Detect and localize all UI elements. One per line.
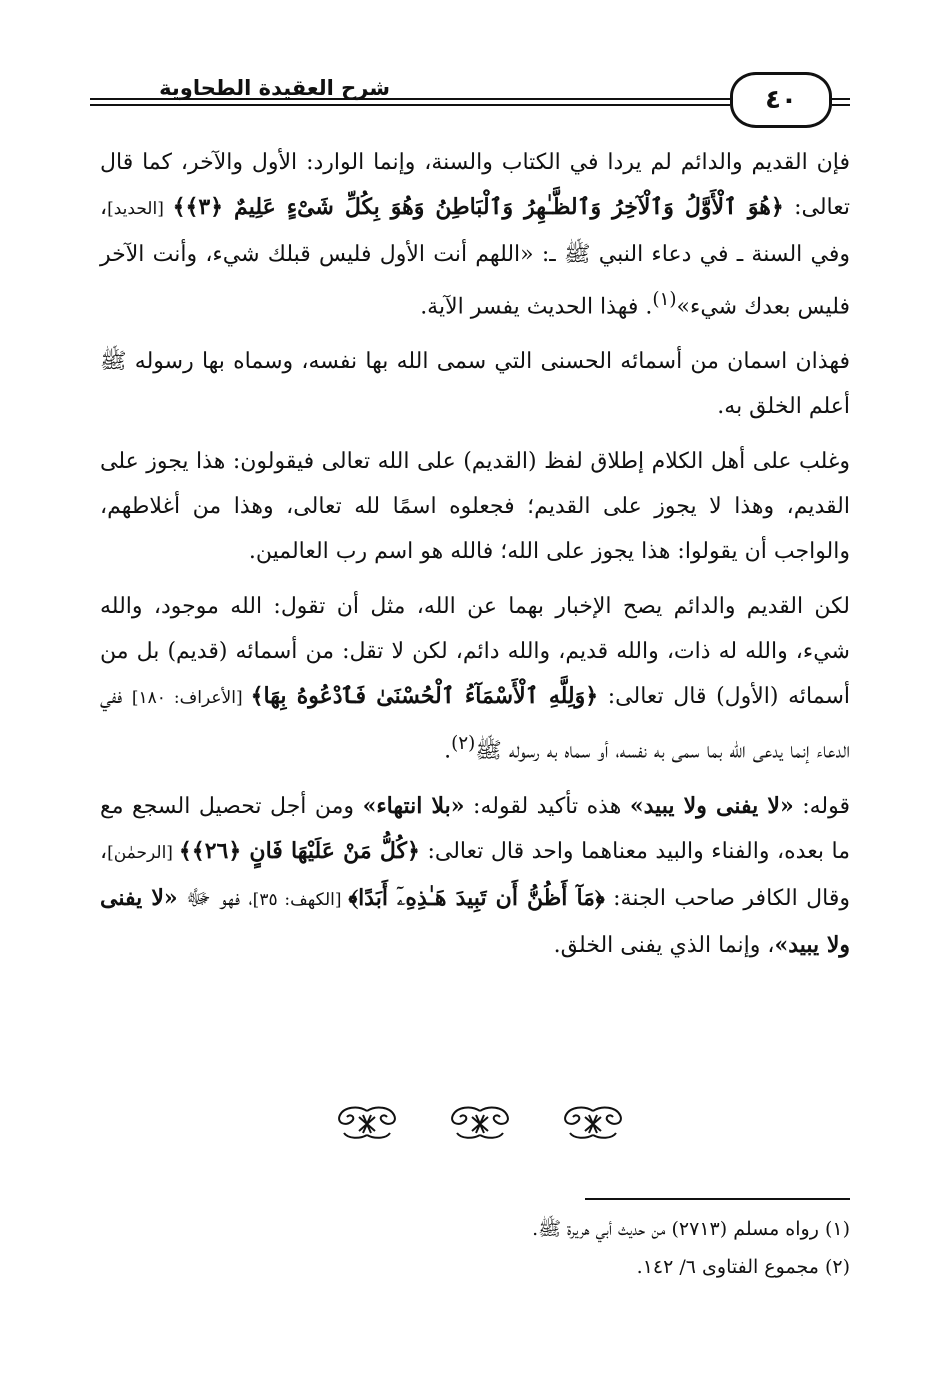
footnote-1 [100, 1210, 850, 1248]
quran-verse: ﴿مَآ أَظُنُّ أَن تَبِيدَ هَـٰذِهِۦٓ أَبَدًا﴾ [348, 884, 605, 911]
header-rule-right-top [832, 98, 850, 100]
verse-reference: [الحديد] [107, 199, 173, 219]
floral-ornament-icon [330, 1103, 404, 1143]
text: فإن القديم والدائم لم يردا في الكتاب والسنة، وإنما الوارد: الأول والآخر، كما قال تعالى: [100, 150, 850, 220]
floral-ornament-icon [443, 1103, 517, 1143]
footnote-2 [100, 1248, 850, 1286]
footnote-number: (١) [824, 1218, 850, 1240]
quoted-phrase: «بلا انتهاء» [362, 792, 465, 819]
page-number: ٤٠ [730, 72, 832, 128]
verse-reference: [الكهف: ٣٥] [252, 889, 349, 910]
quran-verse: ﴿هُوَ ٱلْأَوَّلُ وَٱلْآخِرُ وَٱلظَّـٰهِرُ وَٱلْبَاطِنُ وَهُوَ بِكُلِّ شَىْءٍ عَلِيمٌ ﴿٣﴾﴾ [172, 194, 784, 220]
verse-reference: [الأعراف: ١٨٠] [131, 688, 251, 709]
footnote-text: رواه مسلم (٢٧١٣) من حديث أبي هريرة ﷺ. [532, 1218, 825, 1240]
text: ، وإنما الذي يفنى الخلق. [553, 932, 775, 958]
main-text [100, 140, 850, 978]
paragraph-1 [100, 140, 850, 329]
header-rule-left-bottom [90, 104, 730, 106]
text: ، وقال الكافر صاحب الجنة: [100, 838, 850, 911]
quoted-phrase: «لا يفنى ولا يبيد» [629, 792, 794, 819]
verse-reference: [الرحمٰن] [107, 842, 179, 863]
paragraph-2 [100, 339, 850, 429]
paragraph-5 [100, 784, 850, 968]
text: ومن أجل تحصيل السجع مع ما بعده، والفناء والبيد معناهما واحد قال تعالى: [100, 793, 850, 864]
footnote-separator [585, 1198, 850, 1200]
header-rule-right-bottom [832, 104, 850, 106]
footnote-number: (٢) [824, 1256, 850, 1278]
text: فهذان اسمان من أسمائه الحسنى التي سمى الله بها نفسه، وسماه بها رسوله ﷺ أعلم الخلق به. [100, 349, 850, 420]
text: قوله: [793, 793, 850, 819]
running-title: شرح العقيدة الطحاوية [159, 76, 390, 100]
text: هذه تأكيد لقوله: [464, 793, 630, 819]
footnote-marker: (١) [652, 289, 677, 310]
quoted-phrase: «لا يفنى ولا يبيد» [100, 884, 850, 958]
section-divider-ornaments [330, 1098, 630, 1148]
text: . [444, 738, 452, 764]
page-header [90, 68, 850, 128]
text: وغلب على أهل الكلام إطلاق لفظ (القديم) على الله تعالى فيقولون: هذا يجوز على القديم، وهذا لا يجوز على القديم؛ فجعلوه اسمًا لله تعالى، وهذا من أغلاطهم، والواجب أن يقولوا: هذا يجوز على الله؛ فالله هو اسم رب العالمين. [100, 449, 850, 565]
quran-verse: ﴿وَلِلَّهِ ٱلْأَسْمَآءُ ٱلْحُسْنَىٰ فَٱدْعُوهُ بِهَا﴾ [250, 683, 599, 710]
footnotes [100, 1210, 850, 1286]
text: ففي الدعاء إنما يدعى الله بما سمى به نفسه، أو سماه به رسوله ﷺ [100, 684, 850, 764]
footnote-marker: (٢) [451, 733, 476, 755]
paragraph-3 [100, 439, 850, 574]
floral-ornament-icon [556, 1103, 630, 1143]
text: لكن القديم والدائم يصح الإخبار بهما عن الله، مثل أن تقول: الله موجود، والله شيء، والله له ذات، والله قديم، والله دائم، لكن لا تقل: من أسمائه (قديم) بل من أسمائه (الأول) قال تعالى: [100, 594, 850, 710]
footnote-text: مجموع الفتاوى ٦/ ١٤٢. [636, 1256, 825, 1278]
text: ، فهو ﷻ [177, 885, 253, 911]
text: . فهذا الحديث يفسر الآية. [420, 294, 653, 320]
paragraph-4 [100, 584, 850, 773]
text: ، وفي السنة ـ في دعاء النبي ﷺ ـ: «اللهم أنت الأول فليس قبلك شيء، وأنت الآخر فليس بعدك شيء» [100, 195, 850, 320]
quran-verse: ﴿كُلُّ مَنْ عَلَيْهَا فَانٍ ﴿٢٦﴾﴾ [178, 837, 420, 864]
